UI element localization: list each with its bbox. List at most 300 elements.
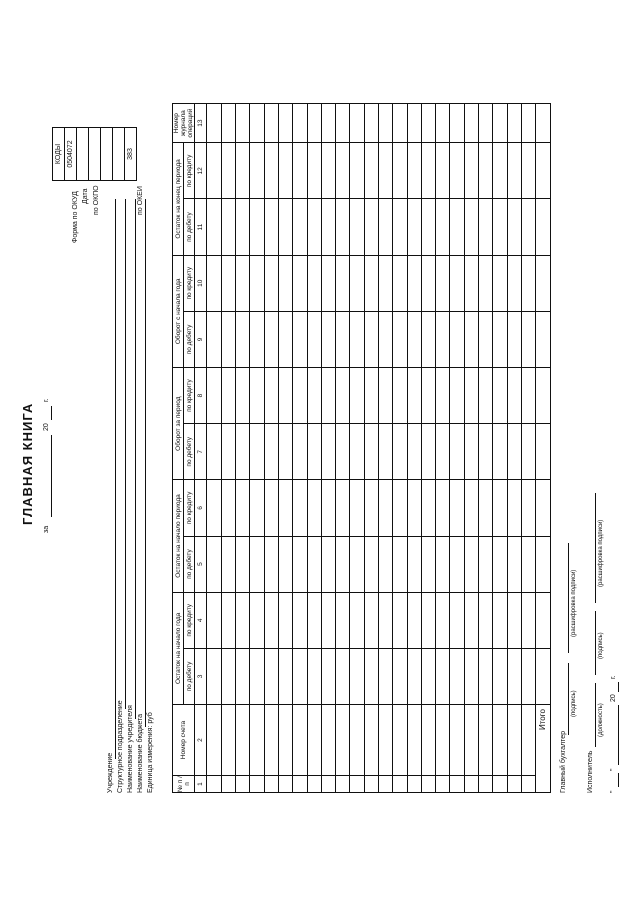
table-cell[interactable] (364, 255, 378, 311)
table-cell[interactable] (393, 480, 407, 536)
table-cell[interactable] (278, 424, 292, 480)
table-cell[interactable] (264, 311, 278, 367)
table-cell[interactable] (221, 143, 235, 199)
table-cell[interactable] (436, 480, 450, 536)
table-cell[interactable] (293, 255, 307, 311)
table-cell[interactable] (378, 536, 392, 592)
table-cell[interactable] (293, 104, 307, 143)
table-cell[interactable] (264, 480, 278, 536)
table-cell[interactable] (507, 311, 521, 367)
table-cell[interactable] (236, 536, 250, 592)
table-cell[interactable] (221, 311, 235, 367)
table-cell[interactable] (421, 592, 435, 648)
table-cell[interactable] (307, 424, 321, 480)
table-cell[interactable] (293, 199, 307, 255)
table-cell[interactable] (236, 311, 250, 367)
table-cell[interactable] (493, 776, 507, 793)
table-cell[interactable] (307, 648, 321, 704)
table-cell[interactable] (507, 648, 521, 704)
table-cell[interactable] (521, 311, 535, 367)
table-cell[interactable] (278, 648, 292, 704)
total-cell[interactable] (536, 480, 551, 536)
table-cell[interactable] (236, 648, 250, 704)
table-cell[interactable] (436, 104, 450, 143)
table-cell[interactable] (521, 536, 535, 592)
table-cell[interactable] (436, 367, 450, 423)
table-cell[interactable] (479, 424, 493, 480)
table-cell[interactable] (278, 705, 292, 776)
table-cell[interactable] (207, 104, 221, 143)
table-cell[interactable] (464, 648, 478, 704)
table-cell[interactable] (336, 311, 350, 367)
table-cell[interactable] (521, 648, 535, 704)
table-cell[interactable] (378, 480, 392, 536)
table-cell[interactable] (236, 424, 250, 480)
table-cell[interactable] (378, 705, 392, 776)
total-cell[interactable] (536, 104, 551, 143)
table-cell[interactable] (436, 592, 450, 648)
table-cell[interactable] (393, 424, 407, 480)
table-cell[interactable] (436, 143, 450, 199)
table-cell[interactable] (364, 311, 378, 367)
table-cell[interactable] (464, 367, 478, 423)
table-cell[interactable] (207, 480, 221, 536)
table-cell[interactable] (421, 536, 435, 592)
table-cell[interactable] (321, 104, 335, 143)
table-cell[interactable] (250, 199, 264, 255)
table-cell[interactable] (250, 536, 264, 592)
table-cell[interactable] (278, 199, 292, 255)
table-cell[interactable] (321, 367, 335, 423)
table-cell[interactable] (479, 705, 493, 776)
table-cell[interactable] (450, 424, 464, 480)
table-cell[interactable] (278, 536, 292, 592)
table-cell[interactable] (450, 705, 464, 776)
table-cell[interactable] (450, 648, 464, 704)
table-cell[interactable] (507, 592, 521, 648)
table-cell[interactable] (278, 255, 292, 311)
table-cell[interactable] (521, 592, 535, 648)
table-cell[interactable] (493, 424, 507, 480)
table-cell[interactable] (378, 311, 392, 367)
table-cell[interactable] (221, 104, 235, 143)
table-cell[interactable] (364, 648, 378, 704)
table-cell[interactable] (450, 536, 464, 592)
table-cell[interactable] (521, 776, 535, 793)
table-cell[interactable] (264, 648, 278, 704)
table-cell[interactable] (221, 648, 235, 704)
table-cell[interactable] (507, 776, 521, 793)
table-cell[interactable] (393, 536, 407, 592)
table-cell[interactable] (378, 104, 392, 143)
table-cell[interactable] (450, 104, 464, 143)
table-cell[interactable] (521, 424, 535, 480)
table-cell[interactable] (364, 776, 378, 793)
table-cell[interactable] (421, 255, 435, 311)
table-cell[interactable] (378, 255, 392, 311)
table-cell[interactable] (421, 648, 435, 704)
table-cell[interactable] (264, 367, 278, 423)
table-cell[interactable] (264, 776, 278, 793)
table-cell[interactable] (364, 143, 378, 199)
table-cell[interactable] (493, 536, 507, 592)
table-cell[interactable] (493, 648, 507, 704)
table-cell[interactable] (507, 255, 521, 311)
table-cell[interactable] (407, 776, 421, 793)
table-cell[interactable] (378, 776, 392, 793)
table-cell[interactable] (521, 367, 535, 423)
table-cell[interactable] (464, 536, 478, 592)
table-cell[interactable] (421, 199, 435, 255)
table-cell[interactable] (307, 705, 321, 776)
table-cell[interactable] (321, 776, 335, 793)
table-cell[interactable] (250, 592, 264, 648)
table-cell[interactable] (464, 199, 478, 255)
table-cell[interactable] (507, 199, 521, 255)
table-cell[interactable] (464, 480, 478, 536)
table-cell[interactable] (264, 536, 278, 592)
table-cell[interactable] (350, 536, 364, 592)
table-cell[interactable] (250, 311, 264, 367)
table-cell[interactable] (407, 367, 421, 423)
table-cell[interactable] (493, 592, 507, 648)
table-cell[interactable] (378, 199, 392, 255)
table-cell[interactable] (321, 311, 335, 367)
table-cell[interactable] (307, 199, 321, 255)
table-cell[interactable] (250, 776, 264, 793)
table-cell[interactable] (378, 367, 392, 423)
table-cell[interactable] (378, 143, 392, 199)
table-cell[interactable] (493, 143, 507, 199)
table-cell[interactable] (278, 776, 292, 793)
table-cell[interactable] (421, 143, 435, 199)
table-cell[interactable] (393, 648, 407, 704)
table-cell[interactable] (521, 705, 535, 776)
table-cell[interactable] (450, 255, 464, 311)
table-cell[interactable] (221, 367, 235, 423)
table-cell[interactable] (493, 255, 507, 311)
table-cell[interactable] (278, 480, 292, 536)
table-cell[interactable] (450, 480, 464, 536)
table-cell[interactable] (307, 104, 321, 143)
table-cell[interactable] (464, 776, 478, 793)
table-cell[interactable] (321, 480, 335, 536)
table-cell[interactable] (450, 776, 464, 793)
table-cell[interactable] (321, 199, 335, 255)
table-cell[interactable] (321, 143, 335, 199)
table-cell[interactable] (321, 536, 335, 592)
table-cell[interactable] (336, 199, 350, 255)
table-cell[interactable] (378, 648, 392, 704)
table-cell[interactable] (293, 592, 307, 648)
total-cell[interactable] (536, 143, 551, 199)
table-cell[interactable] (407, 255, 421, 311)
table-cell[interactable] (393, 705, 407, 776)
table-cell[interactable] (521, 199, 535, 255)
table-cell[interactable] (250, 104, 264, 143)
table-cell[interactable] (207, 424, 221, 480)
table-cell[interactable] (350, 648, 364, 704)
table-cell[interactable] (393, 199, 407, 255)
table-cell[interactable] (364, 592, 378, 648)
table-cell[interactable] (364, 424, 378, 480)
table-cell[interactable] (464, 592, 478, 648)
table-cell[interactable] (236, 104, 250, 143)
table-cell[interactable] (364, 480, 378, 536)
table-cell[interactable] (321, 705, 335, 776)
table-cell[interactable] (393, 143, 407, 199)
table-cell[interactable] (464, 424, 478, 480)
table-cell[interactable] (450, 592, 464, 648)
table-cell[interactable] (264, 255, 278, 311)
table-cell[interactable] (507, 104, 521, 143)
table-cell[interactable] (236, 255, 250, 311)
table-cell[interactable] (207, 255, 221, 311)
table-cell[interactable] (250, 255, 264, 311)
table-cell[interactable] (250, 424, 264, 480)
table-cell[interactable] (321, 648, 335, 704)
table-cell[interactable] (464, 104, 478, 143)
table-cell[interactable] (207, 776, 221, 793)
table-cell[interactable] (207, 705, 221, 776)
table-cell[interactable] (507, 367, 521, 423)
table-cell[interactable] (293, 367, 307, 423)
table-cell[interactable] (436, 705, 450, 776)
table-cell[interactable] (350, 592, 364, 648)
table-cell[interactable] (436, 648, 450, 704)
table-cell[interactable] (293, 705, 307, 776)
table-cell[interactable] (479, 480, 493, 536)
table-cell[interactable] (293, 424, 307, 480)
table-cell[interactable] (307, 255, 321, 311)
table-cell[interactable] (507, 536, 521, 592)
table-cell[interactable] (436, 776, 450, 793)
table-cell[interactable] (307, 143, 321, 199)
table-cell[interactable] (364, 367, 378, 423)
total-cell[interactable] (536, 199, 551, 255)
table-cell[interactable] (250, 648, 264, 704)
table-cell[interactable] (479, 255, 493, 311)
table-cell[interactable] (364, 705, 378, 776)
table-cell[interactable] (393, 776, 407, 793)
table-cell[interactable] (507, 705, 521, 776)
table-cell[interactable] (264, 104, 278, 143)
table-cell[interactable] (407, 705, 421, 776)
table-cell[interactable] (264, 705, 278, 776)
table-cell[interactable] (307, 480, 321, 536)
table-cell[interactable] (450, 367, 464, 423)
table-cell[interactable] (293, 776, 307, 793)
table-cell[interactable] (493, 480, 507, 536)
total-cell[interactable] (536, 648, 551, 704)
table-cell[interactable] (336, 536, 350, 592)
table-cell[interactable] (479, 776, 493, 793)
table-cell[interactable] (278, 311, 292, 367)
table-cell[interactable] (236, 480, 250, 536)
table-cell[interactable] (236, 705, 250, 776)
table-cell[interactable] (407, 536, 421, 592)
table-cell[interactable] (479, 199, 493, 255)
table-cell[interactable] (464, 705, 478, 776)
table-cell[interactable] (207, 199, 221, 255)
table-cell[interactable] (278, 592, 292, 648)
table-cell[interactable] (421, 311, 435, 367)
table-cell[interactable] (521, 143, 535, 199)
table-cell[interactable] (336, 424, 350, 480)
table-cell[interactable] (293, 311, 307, 367)
table-cell[interactable] (393, 255, 407, 311)
table-cell[interactable] (221, 424, 235, 480)
table-cell[interactable] (236, 199, 250, 255)
table-cell[interactable] (250, 480, 264, 536)
table-cell[interactable] (207, 592, 221, 648)
table-cell[interactable] (493, 367, 507, 423)
table-cell[interactable] (221, 255, 235, 311)
table-cell[interactable] (264, 199, 278, 255)
table-cell[interactable] (250, 705, 264, 776)
total-cell[interactable] (536, 592, 551, 648)
table-cell[interactable] (278, 104, 292, 143)
table-cell[interactable] (293, 143, 307, 199)
table-cell[interactable] (450, 199, 464, 255)
table-cell[interactable] (479, 104, 493, 143)
table-cell[interactable] (436, 536, 450, 592)
table-cell[interactable] (321, 424, 335, 480)
table-cell[interactable] (464, 311, 478, 367)
table-cell[interactable] (207, 536, 221, 592)
table-cell[interactable] (336, 480, 350, 536)
table-cell[interactable] (221, 705, 235, 776)
table-cell[interactable] (236, 367, 250, 423)
table-cell[interactable] (364, 199, 378, 255)
table-cell[interactable] (378, 424, 392, 480)
table-cell[interactable] (221, 776, 235, 793)
table-cell[interactable] (436, 424, 450, 480)
table-cell[interactable] (407, 199, 421, 255)
table-cell[interactable] (278, 143, 292, 199)
table-cell[interactable] (364, 536, 378, 592)
table-cell[interactable] (336, 648, 350, 704)
table-cell[interactable] (250, 367, 264, 423)
total-cell[interactable] (536, 424, 551, 480)
table-cell[interactable] (307, 367, 321, 423)
table-cell[interactable] (421, 705, 435, 776)
table-cell[interactable] (336, 776, 350, 793)
table-cell[interactable] (450, 143, 464, 199)
table-cell[interactable] (221, 480, 235, 536)
table-cell[interactable] (350, 705, 364, 776)
table-cell[interactable] (336, 367, 350, 423)
table-cell[interactable] (479, 143, 493, 199)
table-cell[interactable] (264, 143, 278, 199)
table-cell[interactable] (493, 311, 507, 367)
table-cell[interactable] (436, 199, 450, 255)
table-cell[interactable] (521, 104, 535, 143)
table-cell[interactable] (407, 104, 421, 143)
table-cell[interactable] (493, 705, 507, 776)
table-cell[interactable] (307, 536, 321, 592)
table-cell[interactable] (321, 255, 335, 311)
table-cell[interactable] (250, 143, 264, 199)
table-cell[interactable] (350, 480, 364, 536)
table-cell[interactable] (350, 311, 364, 367)
table-cell[interactable] (221, 536, 235, 592)
table-cell[interactable] (479, 648, 493, 704)
table-cell[interactable] (421, 424, 435, 480)
table-cell[interactable] (307, 592, 321, 648)
total-cell[interactable] (536, 255, 551, 311)
table-cell[interactable] (450, 311, 464, 367)
table-cell[interactable] (464, 255, 478, 311)
table-cell[interactable] (236, 143, 250, 199)
table-cell[interactable] (236, 776, 250, 793)
table-cell[interactable] (336, 255, 350, 311)
table-cell[interactable] (378, 592, 392, 648)
table-cell[interactable] (407, 311, 421, 367)
table-cell[interactable] (321, 592, 335, 648)
table-cell[interactable] (407, 424, 421, 480)
total-cell[interactable] (536, 311, 551, 367)
table-cell[interactable] (207, 311, 221, 367)
table-cell[interactable] (464, 143, 478, 199)
table-cell[interactable] (350, 424, 364, 480)
table-cell[interactable] (393, 311, 407, 367)
table-cell[interactable] (336, 143, 350, 199)
table-cell[interactable] (493, 199, 507, 255)
table-cell[interactable] (393, 592, 407, 648)
table-cell[interactable] (336, 104, 350, 143)
table-cell[interactable] (307, 776, 321, 793)
table-cell[interactable] (407, 592, 421, 648)
table-cell[interactable] (350, 143, 364, 199)
table-cell[interactable] (521, 480, 535, 536)
table-cell[interactable] (207, 143, 221, 199)
table-cell[interactable] (221, 199, 235, 255)
table-cell[interactable] (407, 480, 421, 536)
table-cell[interactable] (507, 480, 521, 536)
table-cell[interactable] (493, 104, 507, 143)
table-cell[interactable] (293, 536, 307, 592)
table-cell[interactable] (393, 104, 407, 143)
table-cell[interactable] (336, 592, 350, 648)
table-cell[interactable] (479, 536, 493, 592)
table-cell[interactable] (350, 367, 364, 423)
table-cell[interactable] (293, 648, 307, 704)
total-cell[interactable] (536, 536, 551, 592)
table-cell[interactable] (393, 367, 407, 423)
table-cell[interactable] (421, 367, 435, 423)
table-cell[interactable] (421, 104, 435, 143)
table-cell[interactable] (407, 648, 421, 704)
table-cell[interactable] (479, 592, 493, 648)
table-cell[interactable] (507, 424, 521, 480)
table-cell[interactable] (207, 648, 221, 704)
table-cell[interactable] (221, 592, 235, 648)
table-cell[interactable] (421, 776, 435, 793)
table-cell[interactable] (307, 311, 321, 367)
table-cell[interactable] (436, 255, 450, 311)
table-cell[interactable] (436, 311, 450, 367)
table-cell[interactable] (364, 104, 378, 143)
table-cell[interactable] (278, 367, 292, 423)
table-cell[interactable] (236, 592, 250, 648)
table-cell[interactable] (521, 255, 535, 311)
table-cell[interactable] (336, 705, 350, 776)
table-cell[interactable] (350, 776, 364, 793)
table-cell[interactable] (264, 592, 278, 648)
table-cell[interactable] (350, 255, 364, 311)
table-cell[interactable] (264, 424, 278, 480)
